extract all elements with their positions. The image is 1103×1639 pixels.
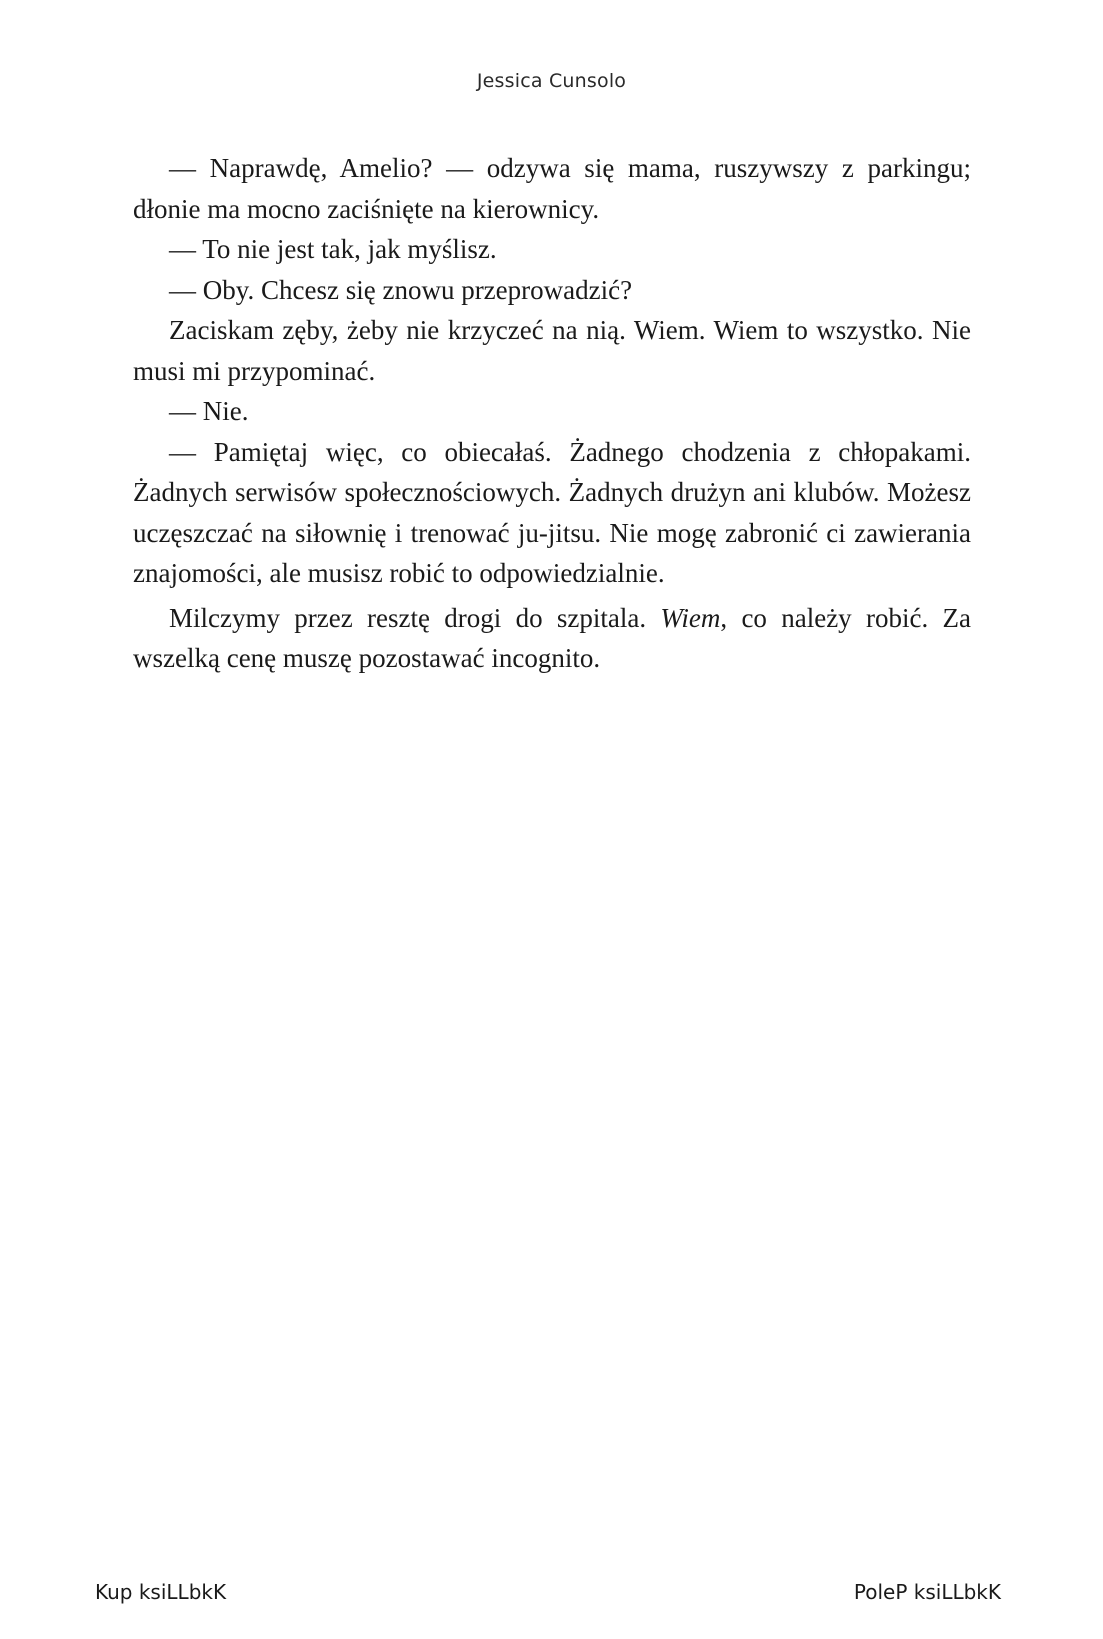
paragraph-3: — Oby. Chcesz się znowu przeprowadzić?	[169, 274, 633, 305]
paragraph-1: — Naprawdę, Amelio? — odzywa się mama, ruszywszy z parkingu; dłonie ma mocno zaciśnięte na kierownicy.	[133, 153, 971, 224]
paragraph-7-emphasis: Wiem	[660, 602, 721, 633]
paragraph-4: Zaciskam zęby, żeby nie krzyczeć na nią. Wiem. Wiem to wszystko. Nie musi mi przypominać.	[133, 315, 971, 386]
page-body	[133, 148, 971, 679]
paragraph-2: — To nie jest tak, jak myślisz.	[169, 234, 497, 264]
paragraph-6: — Pamiętaj więc, co obiecałaś. Żadnego chodzenia z chłopakami. Żadnych serwisów społecznościowych. Żadnych drużyn ani klubów. Możesz uczęszczać na siłownię i trenować ju-jitsu. Nie mogę zabronić ci zawierania znajomości, ale musisz robić to odpowiedzialnie.	[133, 436, 971, 588]
buy-book-link[interactable]: Kup ksiLLbkK	[95, 1580, 227, 1604]
paragraph-7-start: Milczymy przez resztę drogi do szpitala.	[169, 602, 661, 633]
paragraph-7-end: , co należy robić. Za wszelką cenę muszę pozostawać incognito.	[133, 602, 971, 673]
running-head-author: Jessica Cunsolo	[476, 70, 627, 92]
paragraph-5: — Nie.	[169, 396, 249, 426]
recommend-book-link[interactable]: PoleP ksiLLbkK	[853, 1580, 1001, 1604]
paragraph-7	[133, 598, 971, 679]
